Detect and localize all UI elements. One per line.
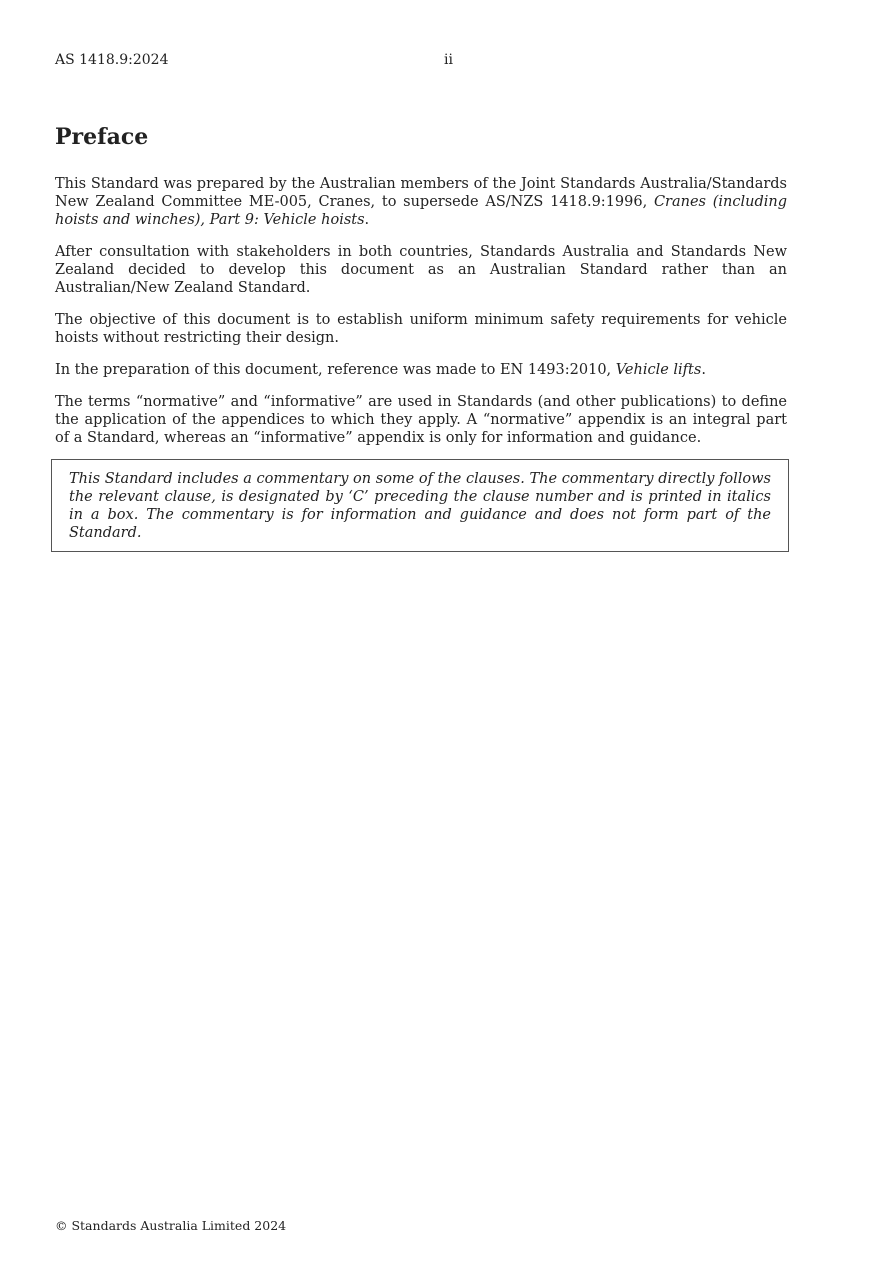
commentary-text: This Standard includes a commentary on some of the clauses. The commentary directly follows the relevant clause, is designated by ‘C’ preceding the clause number and is printed in italics in a box. The commentary is for information and guidance and does not form part of the Standard. — [69, 471, 771, 541]
preface-paragraph-3: The objective of this document is to establish uniform minimum safety requirements for vehicle hoists without restricting their design. — [55, 312, 787, 346]
preface-paragraph-5: The terms “normative” and “informative” are used in Standards (and other publications) to define the application of the appendices to which they apply. A “normative” appendix is an integral part of a Standard, whereas an “informative” appendix is only for information and guidance. — [55, 394, 787, 446]
paragraph-text: . — [701, 362, 706, 378]
referenced-standard-title: Vehicle lifts — [615, 362, 702, 378]
preface-paragraph-4 — [55, 361, 787, 379]
paragraph-text: In the preparation of this document, reference was made to EN 1493:2010, — [55, 362, 616, 378]
page-number: ii — [444, 52, 453, 68]
document-identifier: AS 1418.9:2024 — [55, 52, 169, 68]
preface-paragraph-2: After consultation with stakeholders in both countries, Standards Australia and Standards New Zealand decided to develop this document as an Australian Standard rather than an Australian/New Zealand Standard. — [55, 244, 787, 296]
paragraph-text: . — [364, 212, 370, 228]
preface-paragraph-1 — [55, 175, 787, 229]
copyright-footer: © Standards Australia Limited 2024 — [55, 1218, 287, 1233]
preface-body — [55, 175, 787, 461]
commentary-box — [51, 459, 789, 552]
paragraph-text: This Standard was prepared by the Australian members of the Joint Standards Australia/Standards New Zealand Committee ME-005, Cranes, to supersede AS/NZS 1418.9:1996, — [55, 176, 787, 210]
page-title: Preface — [55, 124, 149, 150]
referenced-standard-title: Cranes (including hoists and winches), Part 9: Vehicle hoists — [55, 194, 787, 228]
